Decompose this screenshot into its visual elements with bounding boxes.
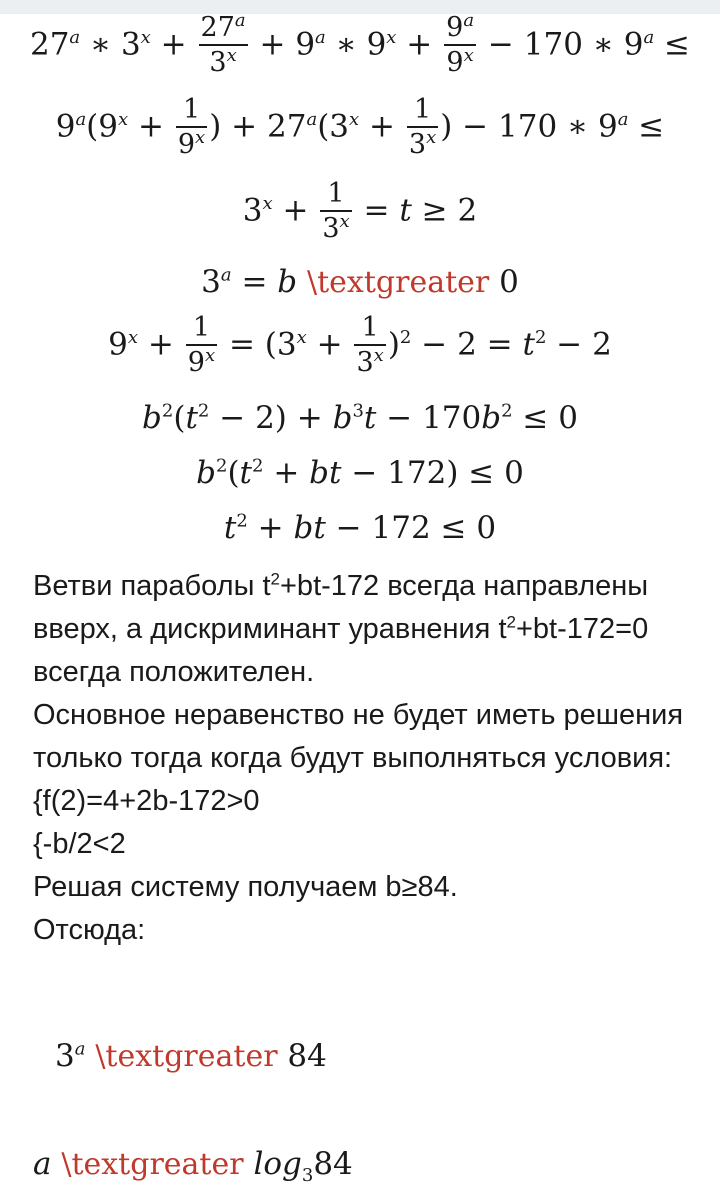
latex-error-text: \textgreater bbox=[61, 1147, 244, 1182]
equation-line-3: $3^x$ + $\frac{1}{3^x}$ = t ≥ 2 bbox=[242, 178, 478, 244]
equation-line-5: $9^x$ + $\frac{1}{9^x}$ = ($3^x$ + $\frac{1}{3^x}$ )$^2 - 2 = t^2 - 2$ bbox=[108, 312, 612, 378]
latex-error-text: \textgreater bbox=[307, 265, 490, 300]
explanation-text bbox=[33, 565, 703, 952]
fraction: $\frac{9^a}{9^x}$ bbox=[446, 10, 475, 78]
equation-line-2: $9^a(9^x$ + $\frac{1}{9^x}$ ) + $27^a(3^x$ + $\frac{1}{3^x}$ ) − 170 ∗ $9^a$ ≤ bbox=[55, 94, 665, 160]
fraction: $\frac{1}{9^x}$ bbox=[187, 312, 216, 378]
final-formula-2: a \textgreater $\log_384$ bbox=[33, 1146, 353, 1186]
fraction: $\frac{1}{9^x}$ bbox=[177, 94, 206, 160]
paragraph-condition: Основное неравенство не будет иметь решения только тогда когда будут выполняться условия: bbox=[33, 699, 684, 774]
equation-line-6: $b^2(t^2 - 2) + b^3t - 170b^2 \le 0$ bbox=[142, 400, 578, 436]
paragraph-result: Решая систему получаем b≥84. bbox=[33, 871, 458, 903]
paragraph-hence: Отсюда: bbox=[33, 914, 146, 946]
fraction: $\frac{1}{3^x}$ bbox=[356, 312, 384, 378]
equation-line-7: $b^2(t^2$ + bt − 172) ≤ 0 bbox=[196, 455, 524, 491]
latex-error-text: \textgreater bbox=[95, 1039, 278, 1074]
equation-line-8: $t^2$ + bt − 172 ≤ 0 bbox=[223, 510, 497, 546]
final-formula-1: 3$^a$ \textgreater 84 bbox=[55, 1038, 327, 1074]
fraction: $\frac{1}{3^x}$ bbox=[322, 178, 350, 244]
fraction: $\frac{27^a}{3^x}$ bbox=[200, 10, 246, 78]
equation-line-4: $3^a = b$ \textgreater 0 bbox=[201, 264, 519, 300]
paragraph-parabola: Ветви параболы $t^2+bt-172$ всегда направлены вверх, а дискриминант уравнения $t^2+bt-172=0$ всегда положителен. bbox=[33, 569, 649, 688]
fraction: $\frac{1}{3^x}$ bbox=[408, 94, 437, 160]
equation-line-1: 27$^a$ ∗ $3^x$ + $\frac{27^a}{3^x}$ + $9^a$ ∗ $9^x$ + $\frac{9^a}{9^x}$ − 170 ∗ $9^a$ ≤ bbox=[29, 10, 691, 78]
system-line-2: {-b/2<2 bbox=[33, 828, 126, 860]
system-line-1: {f(2)=4+2b-172>0 bbox=[33, 785, 260, 817]
